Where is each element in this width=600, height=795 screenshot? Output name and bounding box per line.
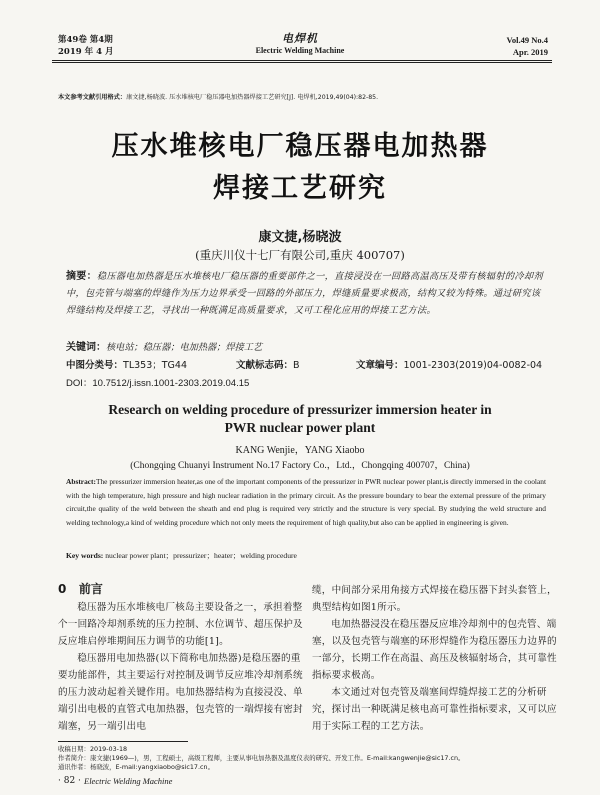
header-rule-bottom <box>52 62 552 63</box>
doc-code-field <box>236 357 356 371</box>
paragraph: 本文通过对包壳管及端塞间焊缝焊接工艺的分析研究，探讨出一种既满足核电高可靠性指标要求，又可以应用于实际工程的工艺方法。 <box>312 687 557 732</box>
article-no-value: 1001-2303(2019)04-0082-04 <box>403 360 543 371</box>
article-no-label: 文章编号： <box>356 360 404 371</box>
footnote-author: 作者简介：康文捷(1969—)，男，工程硕士，高级工程师，主要从事电加热器及温度仪表的研究、开发工作。E-mail:kangwenjie@sic17.cn。 <box>58 754 465 762</box>
section-title: 前言 <box>78 582 103 596</box>
journal-logo-cn: 电焊机 <box>282 32 318 45</box>
citation-text: 康文捷,杨晓波. 压水堆核电厂稳压器电加热器焊接工艺研究[J]. 电焊机,2019,49(04):82-85. <box>126 94 379 101</box>
header-right <box>507 34 548 58</box>
keywords-cn-label: 关键词： <box>66 342 106 353</box>
journal-name-en: Electric Welding Machine <box>255 46 345 55</box>
keywords-en <box>66 550 297 561</box>
paragraph: 稳压器为压水堆核电厂核岛主要设备之一，承担着整个一回路冷却剂系统的压力控制、水位调节、超压保护及反应堆启停堆期间压力调节的功能[1]。 <box>58 602 303 647</box>
page-number: · 82 · <box>58 776 81 786</box>
footnote-corresponding: 通讯作者：杨晓波，E-mail:yangxiaobo@sic17.cn。 <box>58 763 214 771</box>
authors-cn: 康文捷,杨晓波 <box>258 230 342 245</box>
title-cn-line2: 焊接工艺研究 <box>213 173 387 204</box>
clc-label: 中图分类号： <box>66 360 124 371</box>
volume-issue-en: Vol.49 No.4 <box>506 35 548 45</box>
date-cn: 2019 年 4 月 <box>58 47 114 57</box>
classification-row <box>66 357 546 371</box>
citation-label: 本文参考文献引用格式： <box>58 94 127 101</box>
keywords-cn <box>66 338 262 353</box>
abstract-en <box>66 475 546 529</box>
keywords-en-label: Key words: <box>66 551 104 560</box>
clc-value: TL353；TG44 <box>123 360 187 371</box>
body-right-column <box>312 582 557 735</box>
doc-code-label: 文献标志码： <box>236 360 294 371</box>
body-left-column <box>58 599 303 735</box>
article-no-field <box>356 357 542 371</box>
doc-code-value: B <box>293 360 300 371</box>
authors-en: KANG Wenjie，YANG Xiaobo <box>235 445 365 456</box>
abstract-en-text: The pressurizer immersion heater,as one of the important components of the pressurizer in PWR nuclear power plant,is directly immersed in the coolant with the high temperature, high pressure and high nuclear radiation in the primary circuit. As the pressure boundary to bear the external pressure of the primary circuit,the quality of the weld between the sheath and end plug is required very strictly and the structure is very special. By studying the weld structure and welding technology,a kind of welding procedure which not only meets the requirement of high quality,but also can be applied in engineering is given. <box>66 477 546 527</box>
paragraph: 稳压器用电加热器(以下简称电加热器)是稳压器的重要功能部件，其主要运行对控制及调节反应堆冷却剂系统的压力波动起着关键作用。电加热器结构为直接浸没、单端引出电极的直管式电加热器，包壳管的一端焊接有密封端塞，另一端引出电 <box>58 653 303 732</box>
header-rule-top <box>52 60 552 61</box>
footnote-received: 收稿日期：2019-03-18 <box>58 745 128 753</box>
footnote-rule <box>58 741 188 742</box>
title-cn-line1: 压水堆核电厂稳压器电加热器 <box>111 131 489 162</box>
affiliation-cn: (重庆川仪十七厂有限公司,重庆 400707) <box>195 248 405 262</box>
citation-line <box>58 92 378 101</box>
abstract-cn <box>66 268 546 319</box>
volume-issue-cn: 第49卷 第4期 <box>58 35 113 45</box>
title-en-line2: PWR nuclear power plant <box>224 420 376 435</box>
footer-journal: Electric Welding Machine <box>84 776 173 786</box>
title-en-line1: Research on welding procedure of pressurizer immersion heater in <box>108 402 492 417</box>
doi: DOI：10.7512/j.issn.1001-2303.2019.04.15 <box>66 378 250 389</box>
abstract-en-label: Abstract: <box>66 477 96 486</box>
affiliation-en: (Chongqing Chuanyi Instrument No.17 Factory Co.，Ltd.，Chongqing 400707，China) <box>130 461 470 471</box>
date-en: Apr. 2019 <box>512 47 548 57</box>
section-number: 0 <box>58 582 67 596</box>
keywords-cn-text: 核电站；稳压器；电加热器；焊接工艺 <box>106 342 263 353</box>
paragraph: 电加热器浸没在稳压器反应堆冷却剂中的包壳管、端塞，以及包壳管与端塞的环形焊缝作为稳压器压力边界的一部分，长期工作在高温、高压及核辐射场合，其可靠性指标要求极高。 <box>312 619 557 681</box>
keywords-en-text: nuclear power plant；pressurizer；heater；welding procedure <box>105 551 297 560</box>
abstract-cn-label: 摘要： <box>66 271 97 282</box>
abstract-cn-text: 稳压器电加热器是压水堆核电厂稳压器的重要部件之一，直接浸没在一回路高温高压及带有核辐射的冷却剂中，包壳管与端塞的焊缝作为压力边界承受一回路的外部压力，焊缝质量要求极高，结构又较为特殊。通过研究该焊缝结构及焊接工艺，寻找出一种既满足高质量要求，又可工程化应用的焊接工艺方法。 <box>66 271 543 316</box>
clc-field <box>66 357 236 371</box>
section-heading <box>58 580 103 597</box>
paragraph: 缆，中间部分采用角接方式焊接在稳压器下封头套管上，典型结构如图1所示。 <box>312 585 557 613</box>
